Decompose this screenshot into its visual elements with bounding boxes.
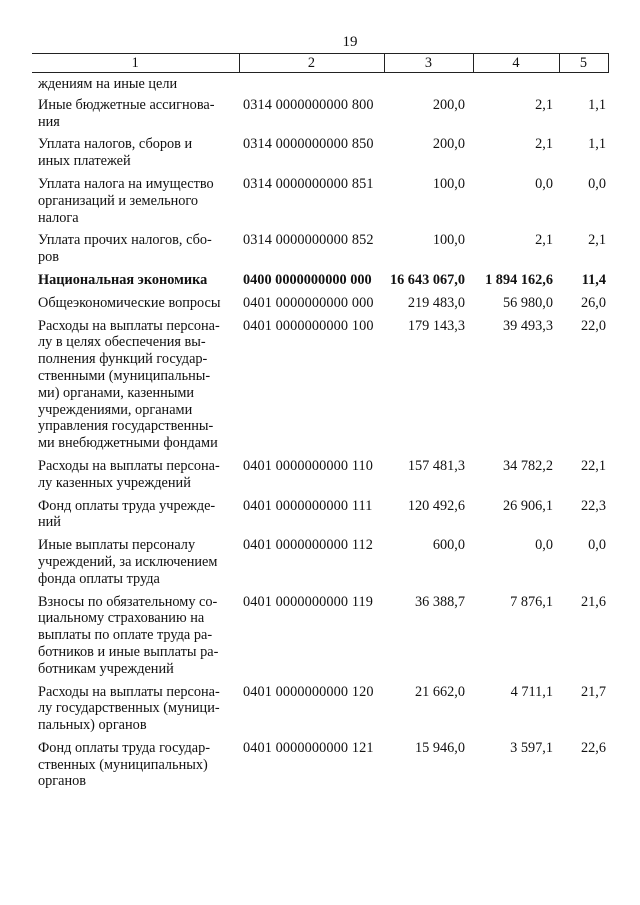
row-name: Уплата прочих налогов, сбо- ров xyxy=(38,232,212,266)
row-planned: 200,0 xyxy=(432,96,465,113)
row-percent: 21,7 xyxy=(580,683,606,700)
row-planned: 600,0 xyxy=(432,537,465,554)
page-number: 19 xyxy=(342,34,358,50)
row-planned: 100,0 xyxy=(432,232,465,249)
column-header-1: 1 xyxy=(32,54,239,73)
column-header-5: 5 xyxy=(559,54,608,73)
row-percent: 0,0 xyxy=(588,175,606,192)
row-code: 0400 0000000000 000 xyxy=(243,271,372,288)
row-percent: 0,0 xyxy=(588,537,606,554)
row-planned: 21 662,0 xyxy=(414,683,465,700)
table-row xyxy=(32,232,608,272)
row-code: 0401 0000000000 112 xyxy=(243,537,374,554)
row-name: Расходы на выплаты персона- лу в целях обеспечения вы- полнения функций государ- ственными (муниципальны- ми) органами, казенными учреждениями, органами управления государственны- ми внебюджетными фондами xyxy=(38,317,220,452)
row-percent: 1,1 xyxy=(588,96,606,113)
row-percent: 2,1 xyxy=(588,232,606,249)
row-percent: 11,4 xyxy=(581,271,606,288)
row-name: Расходы на выплаты персона- лу казенных учреждений xyxy=(38,457,220,491)
table-row xyxy=(32,740,608,796)
row-planned: 15 946,0 xyxy=(414,739,465,756)
table-row xyxy=(32,594,608,684)
row-code: 0314 0000000000 800 xyxy=(243,96,374,113)
row-percent: 26,0 xyxy=(580,294,606,311)
row-planned: 36 388,7 xyxy=(414,593,465,610)
row-code: 0401 0000000000 119 xyxy=(243,593,374,610)
row-name: Иные выплаты персоналу учреждений, за исключением фонда оплаты труда xyxy=(38,537,218,587)
row-name: ждениям на иные цели xyxy=(38,76,178,92)
table-row xyxy=(32,498,608,538)
row-code: 0401 0000000000 111 xyxy=(243,497,373,514)
row-name: Уплата налога на имущество организаций и земельного налога xyxy=(38,175,214,226)
row-executed: 4 711,1 xyxy=(510,683,553,700)
row-executed: 56 980,0 xyxy=(502,294,553,311)
row-planned xyxy=(384,73,473,97)
row-percent: 22,3 xyxy=(580,497,606,514)
row-executed: 2,1 xyxy=(535,96,553,113)
row-planned: 100,0 xyxy=(432,175,465,192)
table-row xyxy=(32,537,608,593)
row-percent: 21,6 xyxy=(580,593,606,610)
row-planned: 219 483,0 xyxy=(407,294,465,311)
table-row xyxy=(32,73,608,97)
row-code xyxy=(239,73,384,97)
row-name: Расходы на выплаты персона- лу государственных (муници- пальных) органов xyxy=(38,683,220,734)
row-name: Взносы по обязательному со- циальному страхованию на выплаты по оплате труда ра- ботников и иные выплаты ра- ботникам учреждений xyxy=(38,593,219,677)
table-row xyxy=(32,318,608,458)
table-row xyxy=(32,272,608,295)
table-row xyxy=(32,136,608,176)
table-row xyxy=(32,176,608,232)
row-name: Национальная экономика xyxy=(38,271,208,288)
row-name: Уплата налогов, сборов и иных платежей xyxy=(38,136,193,170)
row-executed: 3 597,1 xyxy=(510,739,553,756)
row-percent: 22,1 xyxy=(580,457,606,474)
row-planned: 16 643 067,0 xyxy=(389,271,465,288)
row-executed: 0,0 xyxy=(535,175,553,192)
row-code: 0314 0000000000 851 xyxy=(243,175,374,192)
row-planned: 120 492,6 xyxy=(407,497,465,514)
row-code: 0401 0000000000 121 xyxy=(243,739,374,756)
row-planned: 179 143,3 xyxy=(407,317,465,334)
row-planned: 157 481,3 xyxy=(407,457,465,474)
row-executed: 26 906,1 xyxy=(502,497,553,514)
column-header-4: 4 xyxy=(473,54,559,73)
row-code: 0401 0000000000 100 xyxy=(243,317,374,334)
row-executed: 2,1 xyxy=(535,232,553,249)
row-executed: 2,1 xyxy=(535,136,553,153)
table-header xyxy=(32,54,608,73)
column-header-2: 2 xyxy=(239,54,384,73)
row-executed: 0,0 xyxy=(535,537,553,554)
row-executed xyxy=(473,73,559,97)
row-code: 0314 0000000000 850 xyxy=(243,136,374,153)
column-header-3: 3 xyxy=(384,54,473,73)
row-percent: 22,0 xyxy=(580,317,606,334)
row-code: 0401 0000000000 120 xyxy=(243,683,374,700)
row-executed: 39 493,3 xyxy=(502,317,553,334)
row-code: 0401 0000000000 110 xyxy=(243,457,374,474)
table-row xyxy=(32,684,608,740)
row-percent: 1,1 xyxy=(588,136,606,153)
row-executed: 7 876,1 xyxy=(510,593,553,610)
row-name: Иные бюджетные ассигнова- ния xyxy=(38,96,215,130)
row-name: Фонд оплаты труда учрежде- ний xyxy=(38,497,216,531)
table-row xyxy=(32,458,608,498)
row-name: Общеэкономические вопросы xyxy=(38,294,221,311)
row-percent xyxy=(559,73,608,97)
row-executed: 1 894 162,6 xyxy=(485,271,553,288)
table-row xyxy=(32,97,608,137)
table-row xyxy=(32,295,608,318)
row-percent: 22,6 xyxy=(580,739,606,756)
row-code: 0401 0000000000 000 xyxy=(243,294,374,311)
row-name: Фонд оплаты труда государ- ственных (муниципальных) органов xyxy=(38,739,211,790)
row-code: 0314 0000000000 852 xyxy=(243,232,374,249)
budget-table xyxy=(32,53,609,796)
table-body xyxy=(32,73,608,797)
row-executed: 34 782,2 xyxy=(502,457,553,474)
row-planned: 200,0 xyxy=(432,136,465,153)
